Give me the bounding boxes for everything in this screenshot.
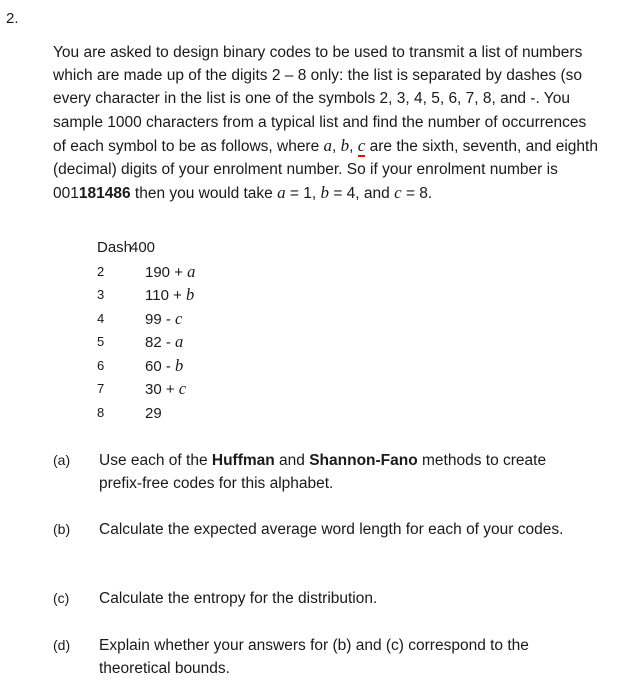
var-a: a <box>323 135 333 155</box>
count-var: b <box>175 355 184 375</box>
count-cell: 400 <box>130 239 156 256</box>
count-num: 99 <box>145 310 162 328</box>
part-label: (a) <box>53 452 71 468</box>
count-num: 110 <box>145 287 169 304</box>
count-op: - <box>161 357 176 375</box>
count-cell <box>145 283 194 308</box>
count-op: + <box>168 287 187 304</box>
shannon-fano-term: Shannon-Fano <box>309 452 418 469</box>
part-a <box>53 449 593 495</box>
count-var: c <box>175 308 183 328</box>
count-num: 60 <box>145 357 162 375</box>
c-value: = 8. <box>401 185 433 203</box>
comma: , <box>332 137 341 155</box>
var-c: c <box>394 183 402 203</box>
intro-text-2: are the sixth, seventh, and eighth (decimal) digits of your enrolment number. So if your enrolment number is 001 <box>53 137 598 203</box>
count-op: - <box>161 310 176 328</box>
count-var: c <box>178 379 187 398</box>
count-cell <box>145 307 182 332</box>
var-b: b <box>340 135 350 155</box>
count-num: 82 <box>145 334 162 351</box>
count-num: 30 <box>145 381 162 398</box>
part-b <box>53 518 593 541</box>
count-op: + <box>161 381 179 398</box>
var-b: b <box>320 183 330 203</box>
intro-text-3: then you would take <box>130 185 278 203</box>
part-label: (d) <box>53 637 71 653</box>
symbol-cell: 3 <box>97 287 105 302</box>
part-text: Explain whether your answers for (b) and (c) correspond to the theoretical bounds. <box>99 637 529 677</box>
part-a-text-1: Use each of the <box>99 452 212 469</box>
part-label: (b) <box>53 521 71 537</box>
comma: , <box>349 137 358 155</box>
huffman-term: Huffman <box>211 452 275 469</box>
count-cell <box>145 354 183 379</box>
count-op: + <box>170 263 188 281</box>
var-c-spellcheck-underlined: c <box>357 135 366 155</box>
part-label: (c) <box>53 590 70 606</box>
symbol-cell: 4 <box>97 310 105 326</box>
count-cell <box>145 260 195 285</box>
count-cell <box>145 330 183 355</box>
question-number: 2. <box>6 10 19 27</box>
intro-text-1: You are asked to design binary codes to be used to transmit a list of numbers which are made up of the digits 2 – 8 only: the list is separated by dashes (so every character in the list is one of the symbols 2, 3, 4, 5, 6, 7, 8, and -. You sample 1000 characters from a typical list and find the number of occurrences of each symbol to be as follows, where <box>53 44 587 155</box>
symbol-cell: 7 <box>97 381 105 396</box>
part-d <box>53 634 593 680</box>
part-a-text-3: methods to create prefix-free codes for this alphabet. <box>99 452 547 492</box>
symbol-cell: 8 <box>97 404 105 420</box>
count-num: 190 <box>145 263 171 281</box>
symbol-cell: 6 <box>97 357 105 373</box>
symbol-cell: 5 <box>97 334 105 349</box>
symbol-cell: 2 <box>97 263 105 279</box>
count-op: - <box>161 334 176 351</box>
a-value: = 1, <box>285 185 321 203</box>
count-cell <box>145 377 186 402</box>
b-value: = 4, and <box>329 185 395 203</box>
symbol-cell: Dash <box>97 239 133 256</box>
part-text: Calculate the entropy for the distribution. <box>99 590 378 607</box>
count-var: a <box>187 261 196 281</box>
part-c <box>53 587 593 610</box>
part-text <box>99 449 593 495</box>
count-var: b <box>186 285 195 304</box>
count-var: a <box>175 332 184 351</box>
part-a-text-2: and <box>274 452 310 469</box>
var-a: a <box>277 183 286 203</box>
question-intro <box>53 41 598 205</box>
part-text: Calculate the expected average word length for each of your codes. <box>99 521 564 538</box>
count-cell <box>145 401 162 426</box>
count-num: 29 <box>145 404 162 422</box>
enrolment-digits: 181486 <box>78 185 131 203</box>
